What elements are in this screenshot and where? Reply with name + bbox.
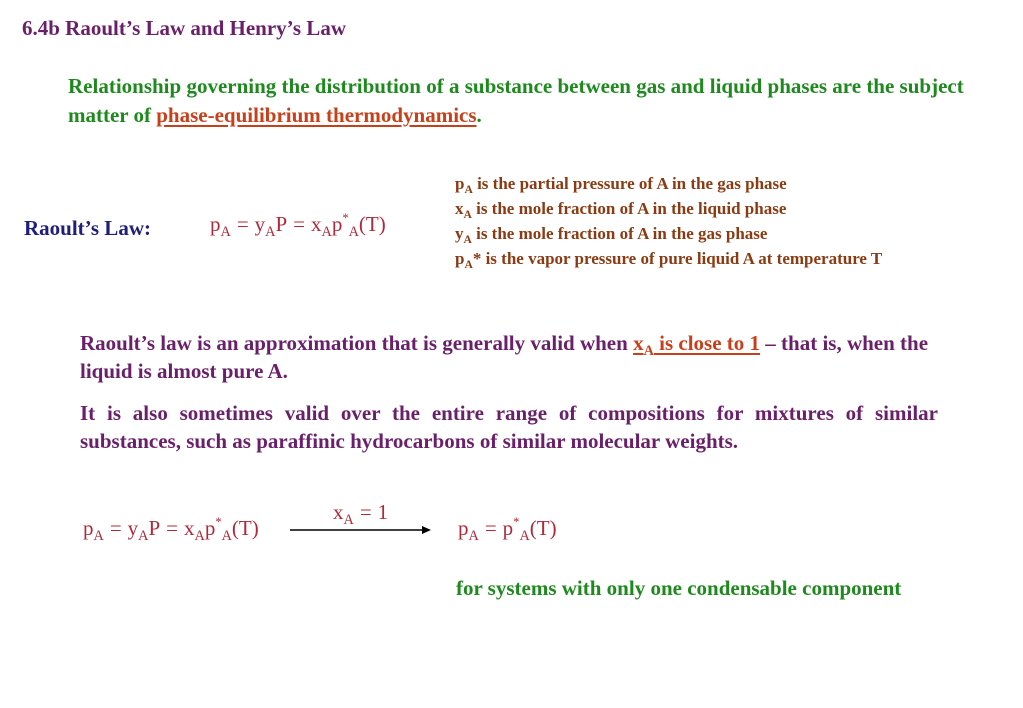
phase-equilibrium-link[interactable]: phase-equilibrium thermodynamics bbox=[156, 103, 477, 127]
page-title: 6.4b Raoult’s Law and Henry’s Law bbox=[22, 16, 346, 40]
intro-end: . bbox=[476, 103, 482, 127]
limit-result-equation: $p_A = p^*_A(T)$ bbox=[458, 515, 557, 544]
intro-paragraph bbox=[68, 72, 968, 130]
definition-item: $y_A$ is the mole fraction of A in the gas phase bbox=[455, 224, 768, 247]
raoult-law-label: Raoult’s Law: bbox=[24, 216, 151, 240]
close-to-one-link[interactable]: $x_A$ is close to 1 bbox=[633, 331, 761, 359]
definition-item: $p_A*$ is the vapor pressure of pure liquid A at temperature T bbox=[455, 249, 883, 272]
raoult-equation-left: $p_A = y_AP = x_Ap^*_A(T)$ bbox=[83, 515, 259, 544]
condensable-note: for systems with only one condensable component bbox=[456, 576, 902, 600]
intro-text: Relationship governing the distribution of a substance between gas and liquid phases are the subject matter of bbox=[68, 74, 964, 127]
mixtures-paragraph: It is also sometimes valid over the entire range of compositions for mixtures of similar substances, such as paraffinic hydrocarbons of similar molecular weights. bbox=[80, 401, 938, 453]
right-arrow-icon bbox=[290, 524, 432, 536]
definition-item: $x_A$ is the mole fraction of A in the liquid phase bbox=[455, 199, 787, 222]
validity-paragraph: Raoult’s law is an approximation that is generally valid when $x_A$ is close to 1 – that is, when the liquid is almost pure A. bbox=[80, 331, 929, 383]
limit-condition: $x_A = 1$ bbox=[333, 500, 389, 528]
definitions-list bbox=[455, 171, 882, 271]
definition-item: $p_A$ is the partial pressure of A in the gas phase bbox=[455, 174, 787, 197]
raoult-equation: $p_A = y_AP = x_Ap^*_A(T)$ bbox=[210, 211, 386, 240]
